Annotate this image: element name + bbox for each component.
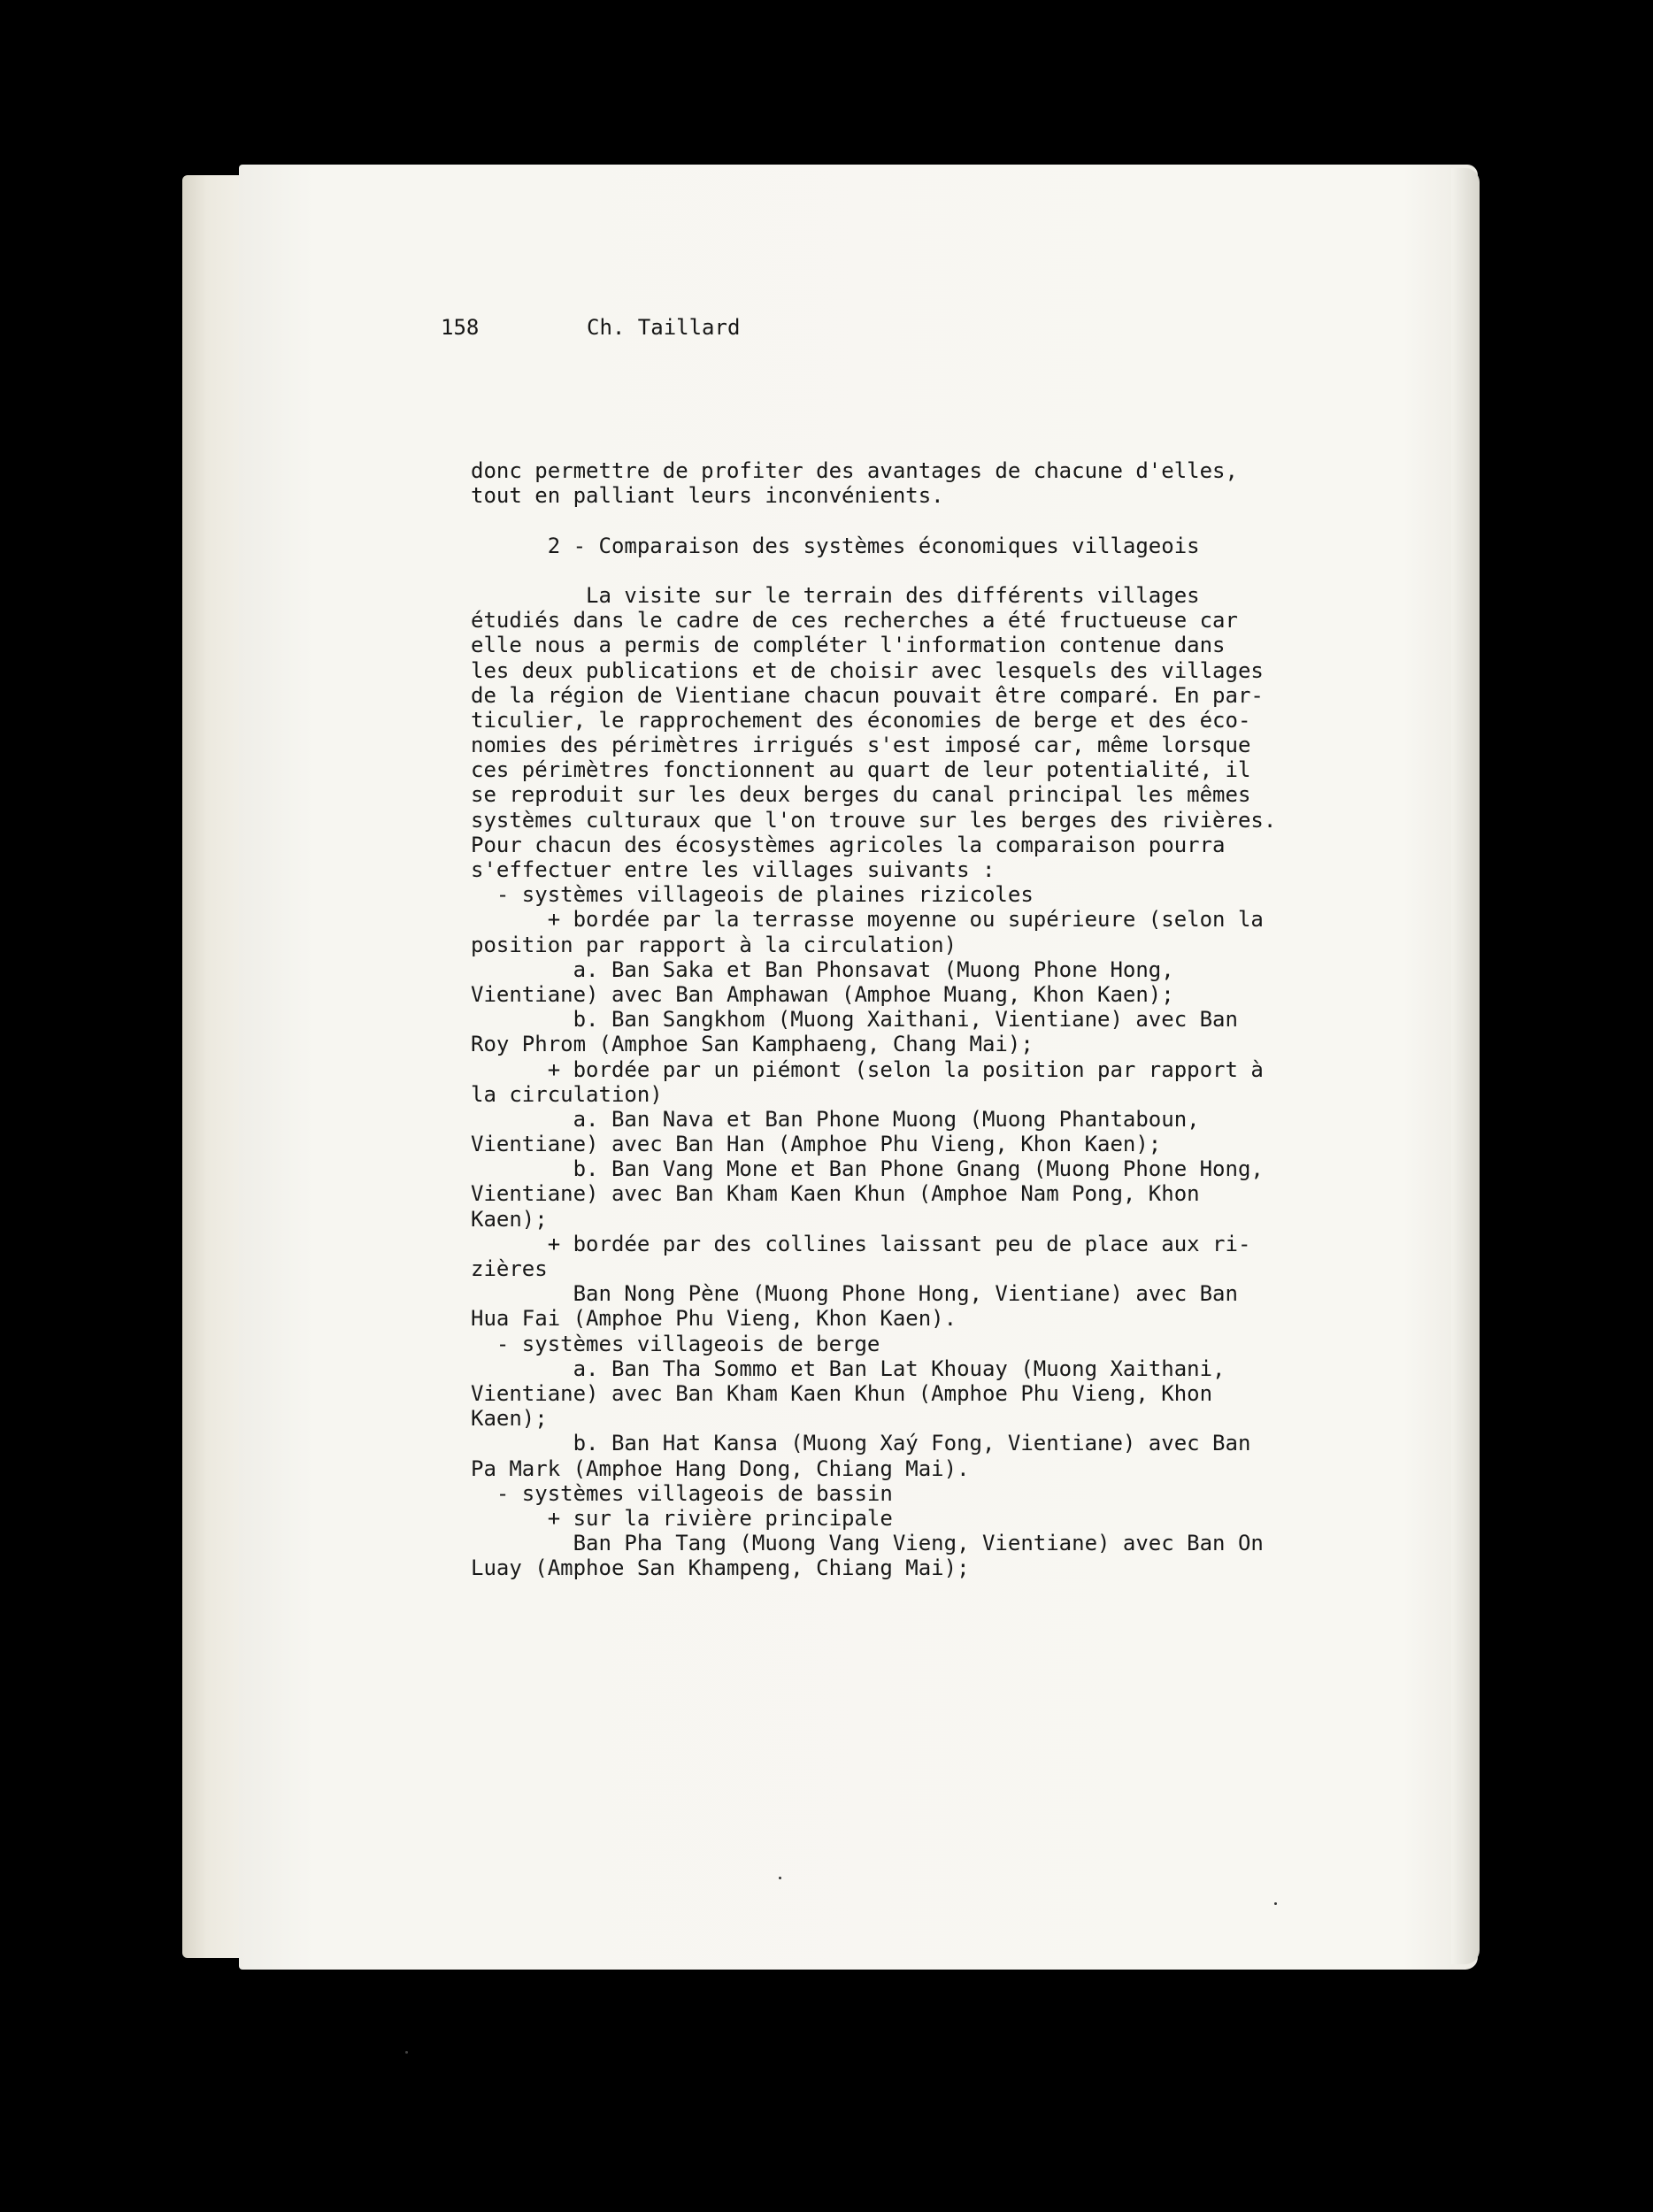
- text-line: Ban Nong Pène (Muong Phone Hong, Vientiane) avec Ban: [471, 1281, 1238, 1307]
- text-line: Vientiane) avec Ban Kham Kaen Khun (Amphoe Nam Pong, Khon: [471, 1181, 1200, 1207]
- paper-speck: [405, 2051, 408, 2054]
- text-line: Ban Pha Tang (Muong Vang Vieng, Vientiane) avec Ban On: [471, 1531, 1264, 1556]
- text-line: a. Ban Tha Sommo et Ban Lat Khouay (Muong Xaithani,: [471, 1356, 1226, 1381]
- text-line: b. Ban Hat Kansa (Muong Xaý Fong, Vientiane) avec Ban: [471, 1431, 1251, 1456]
- text-line: position par rapport à la circulation): [471, 932, 957, 957]
- text-line: elle nous a permis de compléter l'information contenue dans: [471, 633, 1226, 658]
- paper-speck: [1274, 1902, 1277, 1905]
- text-line: b. Ban Sangkhom (Muong Xaithani, Vientiane) avec Ban: [471, 1007, 1238, 1033]
- text-line: s'effectuer entre les villages suivants :: [471, 857, 996, 882]
- book-page-right-edge: [1451, 168, 1480, 1964]
- text-line: La visite sur le terrain des différents villages: [471, 582, 1200, 608]
- text-line: Vientiane) avec Ban Kham Kaen Khun (Amphoe Phu Vieng, Khon: [471, 1380, 1213, 1406]
- blank-line: [471, 508, 1356, 533]
- text-line: les deux publications et de choisir avec lesquels des villages: [471, 657, 1264, 683]
- text-line: - systèmes villageois de berge: [471, 1331, 880, 1356]
- text-line: Pa Mark (Amphoe Hang Dong, Chiang Mai).: [471, 1455, 970, 1481]
- text-line: + bordée par des collines laissant peu de place aux ri-: [471, 1231, 1251, 1256]
- text-line: b. Ban Vang Mone et Ban Phone Gnang (Muong Phone Hong,: [471, 1156, 1264, 1182]
- text-line: + sur la rivière principale: [471, 1505, 893, 1531]
- blank-line: [471, 558, 1356, 583]
- paper-speck: [779, 1877, 781, 1879]
- running-header-author: Ch. Taillard: [587, 315, 741, 340]
- text-line: étudiés dans le cadre de ces recherches a été fructueuse car: [471, 608, 1238, 634]
- text-line: tout en palliant leurs inconvénients.: [471, 483, 944, 509]
- text-line: a. Ban Saka et Ban Phonsavat (Muong Phone Hong,: [471, 956, 1174, 982]
- text-line: Kaen);: [471, 1406, 548, 1432]
- text-line: Hua Fai (Amphoe Phu Vieng, Khon Kaen).: [471, 1306, 957, 1332]
- text-line: la circulation): [471, 1081, 663, 1107]
- text-line: Vientiane) avec Ban Amphawan (Amphoe Muang, Khon Kaen);: [471, 981, 1174, 1007]
- running-header: [441, 315, 741, 414]
- text-line: nomies des périmètres irrigués s'est imposé car, même lorsque: [471, 733, 1251, 758]
- text-line: se reproduit sur les deux berges du canal principal les mêmes: [471, 782, 1251, 808]
- text-line: Pour chacun des écosystèmes agricoles la comparaison pourra: [471, 832, 1226, 857]
- text-line: donc permettre de profiter des avantages de chacune d'elles,: [471, 458, 1238, 483]
- text-line: ces périmètres fonctionnent au quart de leur potentialité, il: [471, 757, 1251, 783]
- text-line: Vientiane) avec Ban Han (Amphoe Phu Vieng, Khon Kaen);: [471, 1132, 1162, 1157]
- text-line: zières: [471, 1256, 548, 1281]
- text-line: ticulier, le rapprochement des économies de berge et des éco-: [471, 707, 1251, 733]
- text-line: - systèmes villageois de plaines rizicoles: [471, 882, 1034, 908]
- text-line: + bordée par un piémont (selon la position par rapport à: [471, 1056, 1264, 1082]
- text-line: Luay (Amphoe San Khampeng, Chiang Mai);: [471, 1555, 970, 1581]
- body-text: [471, 458, 1356, 1580]
- text-line: 2 - Comparaison des systèmes économiques villageois: [471, 533, 1200, 558]
- text-line: + bordée par la terrasse moyenne ou supérieure (selon la: [471, 907, 1264, 933]
- text-line: de la région de Vientiane chacun pouvait être comparé. En par-: [471, 682, 1264, 708]
- text-line: Roy Phrom (Amphoe San Kamphaeng, Chang Mai);: [471, 1032, 1034, 1057]
- text-line: Kaen);: [471, 1206, 548, 1232]
- text-line: a. Ban Nava et Ban Phone Muong (Muong Phantaboun,: [471, 1106, 1200, 1132]
- text-line: - systèmes villageois de bassin: [471, 1480, 893, 1506]
- page-number: 158: [441, 315, 480, 340]
- text-line: systèmes culturaux que l'on trouve sur les berges des rivières.: [471, 807, 1277, 833]
